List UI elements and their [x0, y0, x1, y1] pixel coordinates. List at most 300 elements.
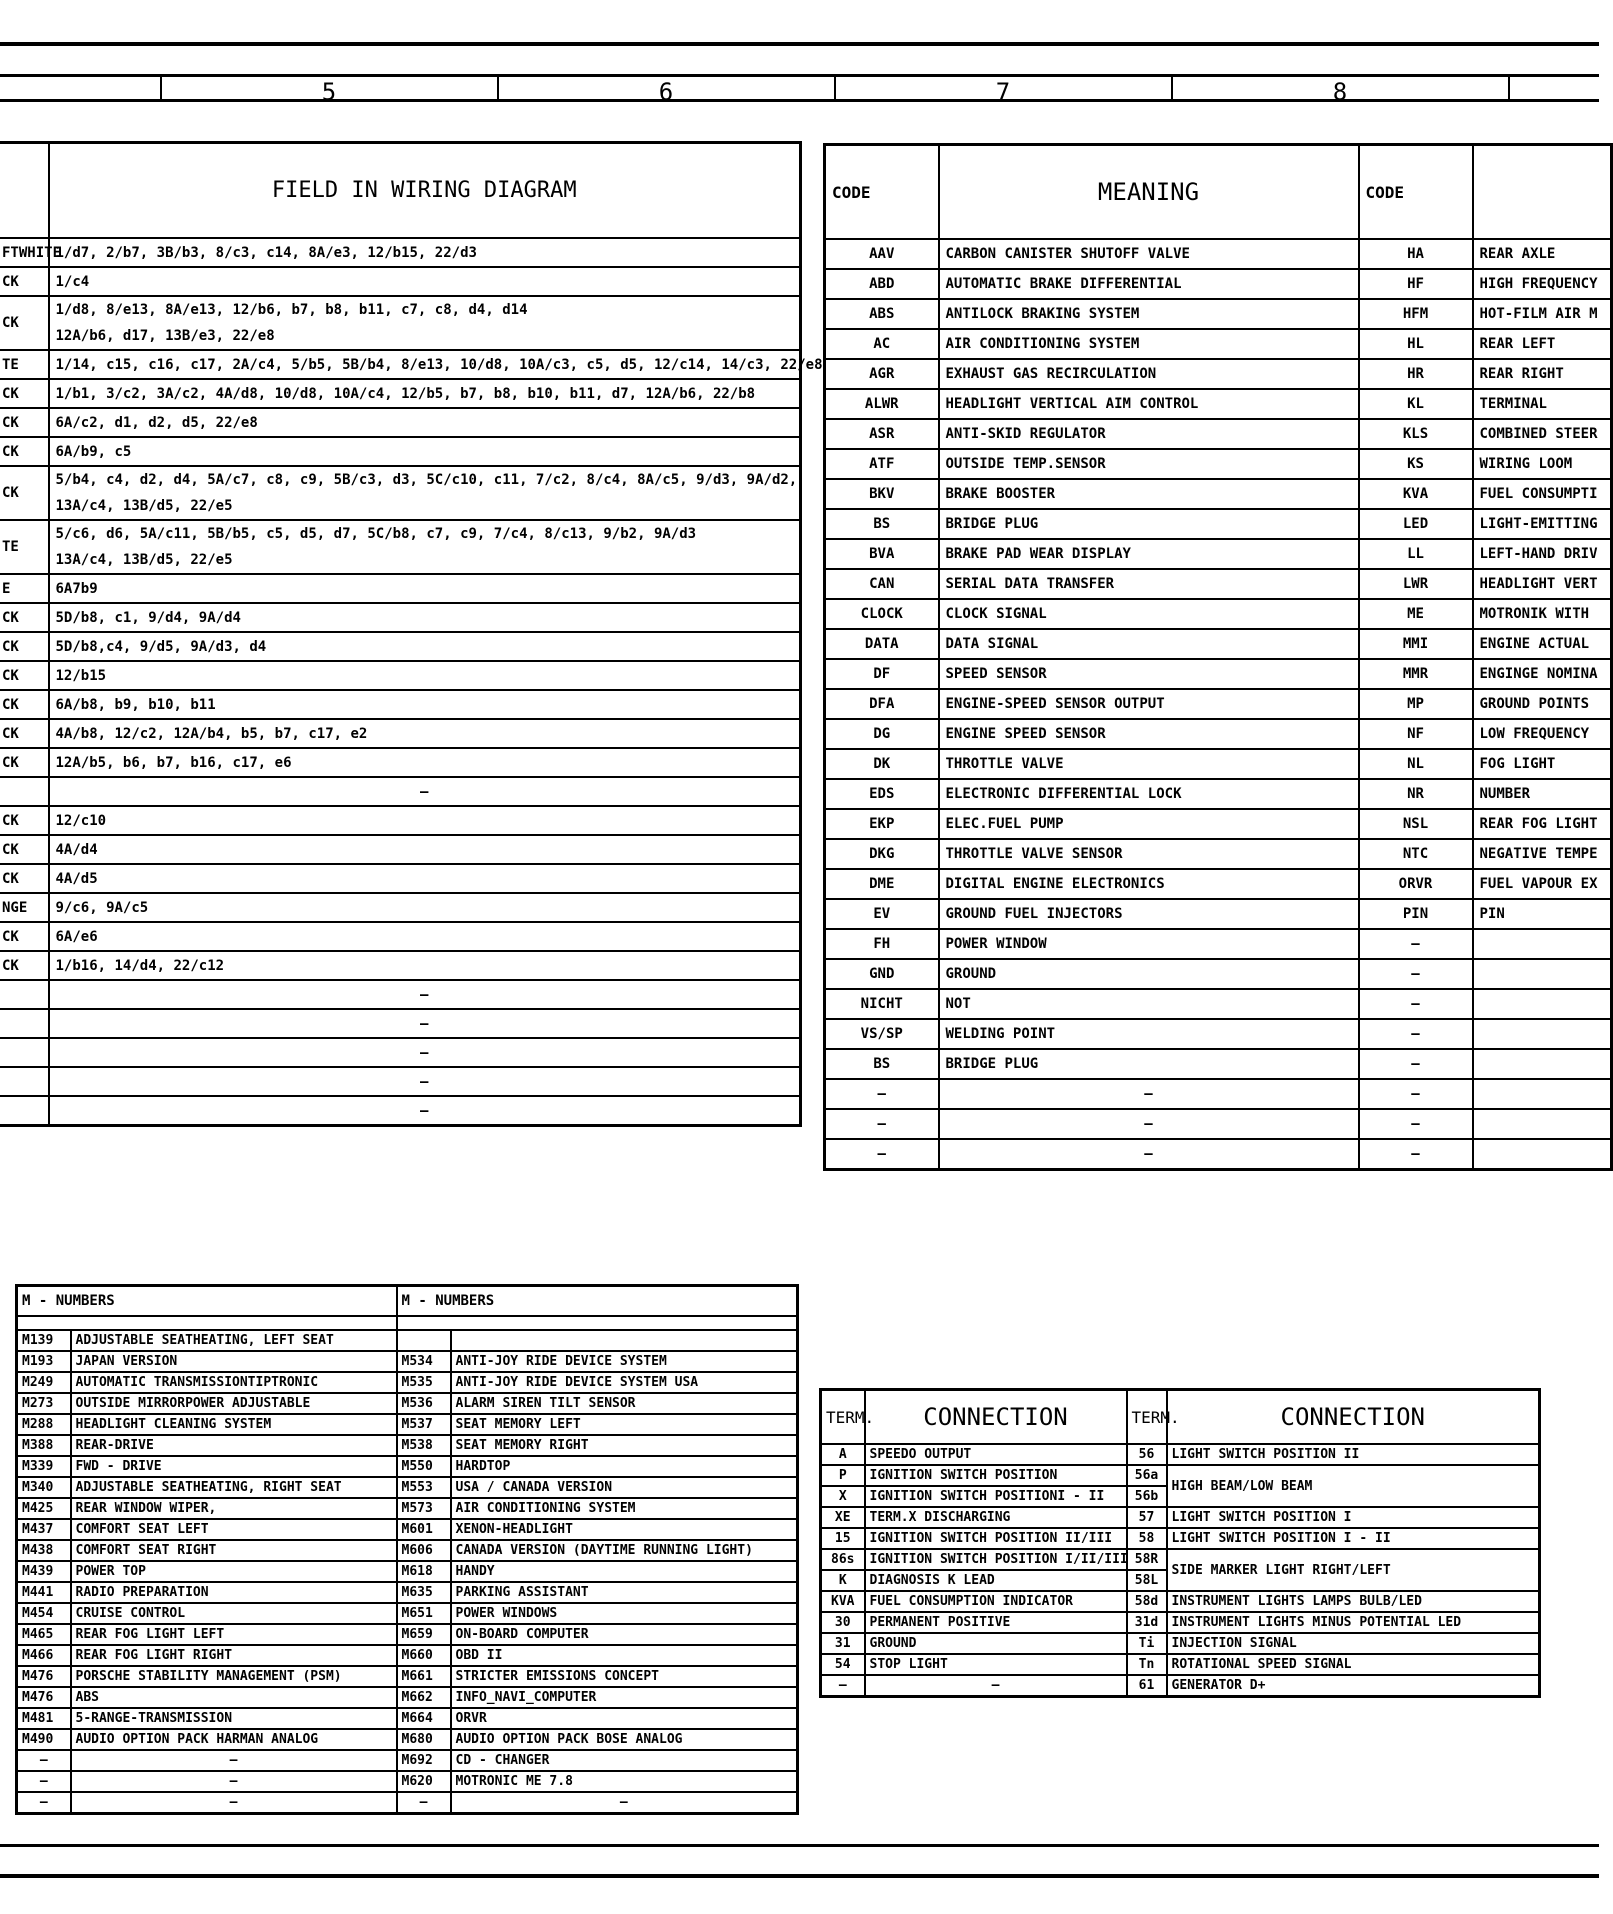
field-row: [0, 835, 801, 864]
wire-color-cell: [0, 1038, 49, 1067]
m-number-row: [17, 1372, 798, 1393]
wire-color-cell: CK: [0, 806, 49, 835]
code-cell-2: NTC: [1359, 839, 1473, 869]
meaning-cell: BRAKE BOOSTER: [939, 479, 1359, 509]
m-number-row: [17, 1645, 798, 1666]
field-text: 5/c6, d6, 5A/c11, 5B/b5, c5, d5, d7, 5C/b8, c7, c9, 7/c4, 8/c13, 9/b2, 9A/d3: [55, 526, 697, 542]
meaning-cell-2: COMBINED STEER: [1473, 419, 1612, 449]
meaning-cell: GROUND FUEL INJECTORS: [939, 899, 1359, 929]
terminal-row: [821, 1654, 1540, 1675]
code-row: [825, 389, 1612, 419]
m-number-left: M466: [17, 1645, 71, 1666]
m-description-left: FWD - DRIVE: [71, 1456, 397, 1477]
code-cell: DF: [825, 659, 939, 689]
field-text: 6A/b8, b9, b10, b11: [55, 696, 216, 713]
m-description-right: OBD II: [451, 1645, 798, 1666]
field-text: 12A/b6, d17, 13B/e3, 22/e8: [55, 328, 275, 344]
wire-color-cell: [0, 777, 49, 806]
code-cell-2: MMI: [1359, 629, 1473, 659]
code-row: [825, 359, 1612, 389]
m-description-left: —: [71, 1771, 397, 1792]
field-text: 1/c4: [55, 273, 90, 290]
wire-color-cell: CK: [0, 632, 49, 661]
m-number-row: [17, 1729, 798, 1750]
field-row: [0, 1038, 801, 1067]
code-cell: EV: [825, 899, 939, 929]
meaning-cell-2: FUEL VAPOUR EX: [1473, 869, 1612, 899]
m-number-left: M139: [17, 1330, 71, 1351]
m-number-right: M535: [397, 1372, 451, 1393]
code-row: [825, 509, 1612, 539]
terminal-id-2: 58: [1127, 1528, 1167, 1549]
field-row: [0, 980, 801, 1009]
m-number-row: [17, 1582, 798, 1603]
grid-divider: [497, 74, 499, 102]
wire-color-cell: CK: [0, 661, 49, 690]
code-cell: DG: [825, 719, 939, 749]
field-cell: [49, 661, 801, 690]
field-text: —: [420, 783, 429, 800]
terminal-id: XE: [821, 1507, 865, 1528]
m-description-right: CANADA VERSION (DAYTIME RUNNING LIGHT): [451, 1540, 798, 1561]
m-number-row: [17, 1603, 798, 1624]
terminal-row: [821, 1675, 1540, 1697]
m-description-left: RADIO PREPARATION: [71, 1582, 397, 1603]
terminal-id-2: 58R: [1127, 1549, 1167, 1570]
field-row: [0, 806, 801, 835]
meaning-cell-2: WIRING LOOM: [1473, 449, 1612, 479]
meaning-cell-2: [1473, 1049, 1612, 1079]
code-cell: BS: [825, 1049, 939, 1079]
code-cell: AGR: [825, 359, 939, 389]
m-description-right: AIR CONDITIONING SYSTEM: [451, 1498, 798, 1519]
m-number-left: M193: [17, 1351, 71, 1372]
wire-color-cell: CK: [0, 719, 49, 748]
code-cell: NICHT: [825, 989, 939, 1019]
terminal-connection-2: SIDE MARKER LIGHT RIGHT/LEFT: [1167, 1549, 1540, 1591]
code-cell: ABD: [825, 269, 939, 299]
field-text: 12/b15: [55, 667, 107, 684]
code-row: [825, 329, 1612, 359]
wire-color-cell: FTWHITE: [0, 238, 49, 267]
field-cell: [49, 719, 801, 748]
code-header-2: CODE: [1359, 145, 1473, 240]
field-row: [0, 690, 801, 719]
m-number-left: M439: [17, 1561, 71, 1582]
m-description-right: ANTI-JOY RIDE DEVICE SYSTEM USA: [451, 1372, 798, 1393]
code-cell-2: MP: [1359, 689, 1473, 719]
meaning-cell-2: REAR LEFT: [1473, 329, 1612, 359]
meaning-cell: ELEC.FUEL PUMP: [939, 809, 1359, 839]
field-text: 5/b4, c4, d2, d4, 5A/c7, c8, c9, 5B/c3, d3, 5C/c10, c11, 7/c2, 8/c4, 8A/c5, 9/d3, 9A/d2,: [55, 472, 798, 488]
field-table: [0, 141, 823, 1127]
code-cell-2: ORVR: [1359, 869, 1473, 899]
code-cell-2: PIN: [1359, 899, 1473, 929]
frame-bottom-border: [0, 1874, 1599, 1878]
code-header: CODE: [825, 145, 939, 240]
m-description-right: ANTI-JOY RIDE DEVICE SYSTEM: [451, 1351, 798, 1372]
m-number-right: M680: [397, 1729, 451, 1750]
code-row: [825, 419, 1612, 449]
terminal-connection: —: [865, 1675, 1127, 1697]
terminal-id: —: [821, 1675, 865, 1697]
meaning-cell-2: [1473, 1109, 1612, 1139]
wire-color-cell: TE: [0, 350, 49, 379]
m-description-left: CRUISE CONTROL: [71, 1603, 397, 1624]
m-number-right: M662: [397, 1687, 451, 1708]
code-row: [825, 269, 1612, 299]
code-cell-2: KVA: [1359, 479, 1473, 509]
terminal-connection: SPEEDO OUTPUT: [865, 1444, 1127, 1465]
m-description-right: USA / CANADA VERSION: [451, 1477, 798, 1498]
field-cell: [49, 922, 801, 951]
code-row: [825, 749, 1612, 779]
field-text: 1/14, c15, c16, c17, 2A/c4, 5/b5, 5B/b4, 8/e13, 10/d8, 10A/c3, c5, d5, 12/c14, 14/c3, 22/e8: [55, 356, 823, 373]
terminal-id: P: [821, 1465, 865, 1486]
m-number-left: M273: [17, 1393, 71, 1414]
field-text: 6A/c2, d1, d2, d5, 22/e8: [55, 414, 258, 431]
m-description-right: STRICTER EMISSIONS CONCEPT: [451, 1666, 798, 1687]
terminal-row: [821, 1528, 1540, 1549]
field-text: —: [420, 1044, 429, 1061]
code-row: [825, 629, 1612, 659]
terminal-connection-2: INJECTION SIGNAL: [1167, 1633, 1540, 1654]
m-description-left: ADJUSTABLE SEATHEATING, LEFT SEAT: [71, 1330, 397, 1351]
code-row: [825, 899, 1612, 929]
m-number-left: M340: [17, 1477, 71, 1498]
field-row: [0, 603, 801, 632]
field-row: [0, 951, 801, 980]
meaning-cell: POWER WINDOW: [939, 929, 1359, 959]
field-row: [0, 1096, 801, 1126]
m-number-right: M635: [397, 1582, 451, 1603]
m-number-row: [17, 1435, 798, 1456]
field-cell: [49, 632, 801, 661]
code-row: [825, 599, 1612, 629]
wire-color-cell: [0, 1096, 49, 1126]
meaning-cell-2: GROUND POINTS: [1473, 689, 1612, 719]
code-cell: AC: [825, 329, 939, 359]
meaning-cell: CLOCK SIGNAL: [939, 599, 1359, 629]
code-cell-2: LED: [1359, 509, 1473, 539]
code-row: [825, 809, 1612, 839]
terminal-id-2: 58L: [1127, 1570, 1167, 1591]
meaning-cell-2: TERMINAL: [1473, 389, 1612, 419]
m-description-right: ALARM SIREN TILT SENSOR: [451, 1393, 798, 1414]
wire-color-cell: CK: [0, 296, 49, 350]
terminal-connection: TERM.X DISCHARGING: [865, 1507, 1127, 1528]
m-description-right: HANDY: [451, 1561, 798, 1582]
wire-color-cell: CK: [0, 922, 49, 951]
field-cell: [49, 806, 801, 835]
m-number-left: M425: [17, 1498, 71, 1519]
m-description-left: COMFORT SEAT RIGHT: [71, 1540, 397, 1561]
field-text: 4A/b8, 12/c2, 12A/b4, b5, b7, c17, e2: [55, 725, 368, 742]
wire-color-cell: CK: [0, 748, 49, 777]
code-cell-2: KS: [1359, 449, 1473, 479]
wire-color-cell: TE: [0, 520, 49, 574]
meaning-cell: —: [939, 1109, 1359, 1139]
meaning-cell-2: NEGATIVE TEMPE: [1473, 839, 1612, 869]
m-description-left: PORSCHE STABILITY MANAGEMENT (PSM): [71, 1666, 397, 1687]
m-number-left: —: [17, 1750, 71, 1771]
field-row: [0, 267, 801, 296]
grid-number: 5: [321, 78, 337, 106]
meaning-cell: ENGINE SPEED SENSOR: [939, 719, 1359, 749]
code-cell-2: KL: [1359, 389, 1473, 419]
m-number-row: [17, 1561, 798, 1582]
wire-color-cell: CK: [0, 408, 49, 437]
code-cell: VS/SP: [825, 1019, 939, 1049]
wire-color-cell: CK: [0, 864, 49, 893]
grid-divider: [160, 74, 162, 102]
field-text: —: [420, 986, 429, 1003]
m-number-right: M573: [397, 1498, 451, 1519]
code-cell: GND: [825, 959, 939, 989]
frame-bottom-line: [0, 1844, 1599, 1847]
field-text: 6A/b9, c5: [55, 443, 132, 460]
terminal-id: 54: [821, 1654, 865, 1675]
terminal-connection-2: ROTATIONAL SPEED SIGNAL: [1167, 1654, 1540, 1675]
code-row: [825, 869, 1612, 899]
m-number-left: M454: [17, 1603, 71, 1624]
meaning-cell-2: [1473, 929, 1612, 959]
meaning-cell-2: REAR RIGHT: [1473, 359, 1612, 389]
meaning-header: MEANING: [939, 145, 1359, 240]
m-number-left: M249: [17, 1372, 71, 1393]
field-row: [0, 922, 801, 951]
m-number-left: —: [17, 1771, 71, 1792]
m-description-left: COMFORT SEAT LEFT: [71, 1519, 397, 1540]
terminal-row: [821, 1612, 1540, 1633]
code-row: [825, 779, 1612, 809]
code-row: [825, 569, 1612, 599]
wire-color-cell: CK: [0, 835, 49, 864]
grid-divider: [834, 74, 836, 102]
code-cell-2: NSL: [1359, 809, 1473, 839]
m-numbers-header: [17, 1286, 798, 1317]
code-row: [825, 479, 1612, 509]
field-row: [0, 719, 801, 748]
field-cell: [49, 603, 801, 632]
field-cell: [49, 835, 801, 864]
m-description-right: INFO_NAVI_COMPUTER: [451, 1687, 798, 1708]
field-row: [0, 238, 801, 267]
m-number-right: M620: [397, 1771, 451, 1792]
code-cell-2: —: [1359, 1109, 1473, 1139]
meaning-cell-2: ENGINGE NOMINA: [1473, 659, 1612, 689]
terminal-connection-2: LIGHT SWITCH POSITION II: [1167, 1444, 1540, 1465]
code-cell: AAV: [825, 239, 939, 269]
spacer-cell: [397, 1316, 798, 1330]
code-row: [825, 929, 1612, 959]
field-cell: [49, 296, 801, 350]
m-number-right: M660: [397, 1645, 451, 1666]
field-text: 13A/c4, 13B/d5, 22/e5: [55, 552, 233, 568]
field-text: 9/c6, 9A/c5: [55, 899, 149, 916]
terminal-connection-2: INSTRUMENT LIGHTS LAMPS BULB/LED: [1167, 1591, 1540, 1612]
meaning-cell: NOT: [939, 989, 1359, 1019]
m-number-row: [17, 1540, 798, 1561]
m-number-right: M550: [397, 1456, 451, 1477]
field-text: 5D/b8, c1, 9/d4, 9A/d4: [55, 609, 241, 626]
code-row: [825, 719, 1612, 749]
m-description-left: OUTSIDE MIRRORPOWER ADJUSTABLE: [71, 1393, 397, 1414]
m-number-left: M437: [17, 1519, 71, 1540]
code-cell: —: [825, 1079, 939, 1109]
m-number-row: [17, 1351, 798, 1372]
code-row: [825, 1019, 1612, 1049]
m-number-left: M388: [17, 1435, 71, 1456]
meaning-cell-2: REAR AXLE: [1473, 239, 1612, 269]
m-description-left: AUTOMATIC TRANSMISSIONTIPTRONIC: [71, 1372, 397, 1393]
code-row: [825, 689, 1612, 719]
wire-color-cell: [0, 1067, 49, 1096]
meaning-cell: BRIDGE PLUG: [939, 1049, 1359, 1079]
terminal-row: [821, 1465, 1540, 1486]
meaning-cell: AIR CONDITIONING SYSTEM: [939, 329, 1359, 359]
meaning-cell: BRAKE PAD WEAR DISPLAY: [939, 539, 1359, 569]
terminal-connection-2: GENERATOR D+: [1167, 1675, 1540, 1697]
code-cell-2: —: [1359, 1079, 1473, 1109]
frame-top-border: [0, 42, 1599, 46]
code-row: [825, 239, 1612, 269]
terminal-id: X: [821, 1486, 865, 1507]
code-cell-2: LL: [1359, 539, 1473, 569]
meaning-cell-2: [1473, 1139, 1612, 1170]
terminal-table-header: [821, 1390, 1540, 1445]
field-cell: [49, 238, 801, 267]
terminal-row: [821, 1444, 1540, 1465]
m-number-row: [17, 1477, 798, 1498]
code-cell: ATF: [825, 449, 939, 479]
field-row: [0, 1067, 801, 1096]
meaning-cell: ANTILOCK BRAKING SYSTEM: [939, 299, 1359, 329]
field-text: 1/d8, 8/e13, 8A/e13, 12/b6, b7, b8, b11, c7, c8, d4, d14: [55, 302, 528, 318]
m-description-left: AUDIO OPTION PACK HARMAN ANALOG: [71, 1729, 397, 1750]
m-number-right: M664: [397, 1708, 451, 1729]
code-row: [825, 959, 1612, 989]
m-number-right: M618: [397, 1561, 451, 1582]
meaning-cell: DIGITAL ENGINE ELECTRONICS: [939, 869, 1359, 899]
field-cell: [49, 408, 801, 437]
grid-band-top: [0, 74, 1599, 77]
wire-color-cell: CK: [0, 690, 49, 719]
m-description-right: HARDTOP: [451, 1456, 798, 1477]
code-row: [825, 1079, 1612, 1109]
grid-divider: [1508, 74, 1510, 102]
terminal-id: 86s: [821, 1549, 865, 1570]
m-number-right: —: [397, 1792, 451, 1814]
field-text: 6A/e6: [55, 928, 98, 945]
terminal-row: [821, 1633, 1540, 1654]
code-cell-2: —: [1359, 989, 1473, 1019]
terminal-connection: STOP LIGHT: [865, 1654, 1127, 1675]
m-description-left: ABS: [71, 1687, 397, 1708]
terminal-connection-2: LIGHT SWITCH POSITION I: [1167, 1507, 1540, 1528]
field-row: [0, 748, 801, 777]
meaning-cell: HEADLIGHT VERTICAL AIM CONTROL: [939, 389, 1359, 419]
m-number-row: [17, 1498, 798, 1519]
code-cell-2: NR: [1359, 779, 1473, 809]
m-number-row: [17, 1519, 798, 1540]
field-text: 5D/b8,c4, 9/d5, 9A/d3, d4: [55, 638, 267, 655]
code-cell-2: HF: [1359, 269, 1473, 299]
m-description-left: —: [71, 1792, 397, 1814]
meaning-cell-2: [1473, 1019, 1612, 1049]
code-cell: ABS: [825, 299, 939, 329]
code-cell-2: NL: [1359, 749, 1473, 779]
terminal-id-2: Ti: [1127, 1633, 1167, 1654]
m-description-right: PARKING ASSISTANT: [451, 1582, 798, 1603]
field-text: 1/b16, 14/d4, 22/c12: [55, 957, 225, 974]
wire-color-cell: CK: [0, 466, 49, 520]
meaning-cell: GROUND: [939, 959, 1359, 989]
m-number-left: M465: [17, 1624, 71, 1645]
field-cell: [49, 1038, 801, 1067]
code-row: [825, 659, 1612, 689]
code-cell-2: —: [1359, 959, 1473, 989]
m-number-row: [17, 1708, 798, 1729]
wire-color-cell: CK: [0, 267, 49, 296]
meaning-header-2: [1473, 145, 1612, 240]
field-row: [0, 437, 801, 466]
m-number-right: M692: [397, 1750, 451, 1771]
meaning-cell: AUTOMATIC BRAKE DIFFERENTIAL: [939, 269, 1359, 299]
field-table-header: [0, 143, 801, 239]
grid-number: 6: [658, 78, 674, 106]
code-cell-2: —: [1359, 1019, 1473, 1049]
m-number-right: M659: [397, 1624, 451, 1645]
meaning-cell-2: HOT-FILM AIR M: [1473, 299, 1612, 329]
field-text: —: [420, 1102, 429, 1119]
field-row: [0, 574, 801, 603]
field-header: FIELD IN WIRING DIAGRAM: [49, 143, 801, 239]
m-number-right: M553: [397, 1477, 451, 1498]
terminal-id-2: 58d: [1127, 1591, 1167, 1612]
meaning-cell-2: [1473, 1079, 1612, 1109]
meaning-cell-2: FUEL CONSUMPTI: [1473, 479, 1612, 509]
terminal-id: K: [821, 1570, 865, 1591]
m-number-left: M490: [17, 1729, 71, 1750]
m-description-left: REAR FOG LIGHT RIGHT: [71, 1645, 397, 1666]
code-cell: DFA: [825, 689, 939, 719]
m-number-row: [17, 1330, 798, 1351]
field-cell: [49, 893, 801, 922]
meaning-cell: ELECTRONIC DIFFERENTIAL LOCK: [939, 779, 1359, 809]
meaning-cell-2: LOW FREQUENCY: [1473, 719, 1612, 749]
terminal-id: 15: [821, 1528, 865, 1549]
m-number-left: M476: [17, 1687, 71, 1708]
meaning-cell-2: PIN: [1473, 899, 1612, 929]
code-cell: EKP: [825, 809, 939, 839]
meaning-cell-2: [1473, 959, 1612, 989]
m-description-left: —: [71, 1750, 397, 1771]
code-cell: —: [825, 1139, 939, 1170]
terminal-connection-2: HIGH BEAM/LOW BEAM: [1167, 1465, 1540, 1507]
m-description-left: REAR FOG LIGHT LEFT: [71, 1624, 397, 1645]
terminal-connection-2: INSTRUMENT LIGHTS MINUS POTENTIAL LED: [1167, 1612, 1540, 1633]
meaning-cell: EXHAUST GAS RECIRCULATION: [939, 359, 1359, 389]
field-row: [0, 1009, 801, 1038]
term-header: TERM.: [821, 1390, 865, 1445]
m-description-right: ORVR: [451, 1708, 798, 1729]
field-text: 4A/d4: [55, 841, 98, 858]
code-cell-2: KLS: [1359, 419, 1473, 449]
code-cell-2: HL: [1359, 329, 1473, 359]
code-cell-2: HFM: [1359, 299, 1473, 329]
field-row: [0, 379, 801, 408]
